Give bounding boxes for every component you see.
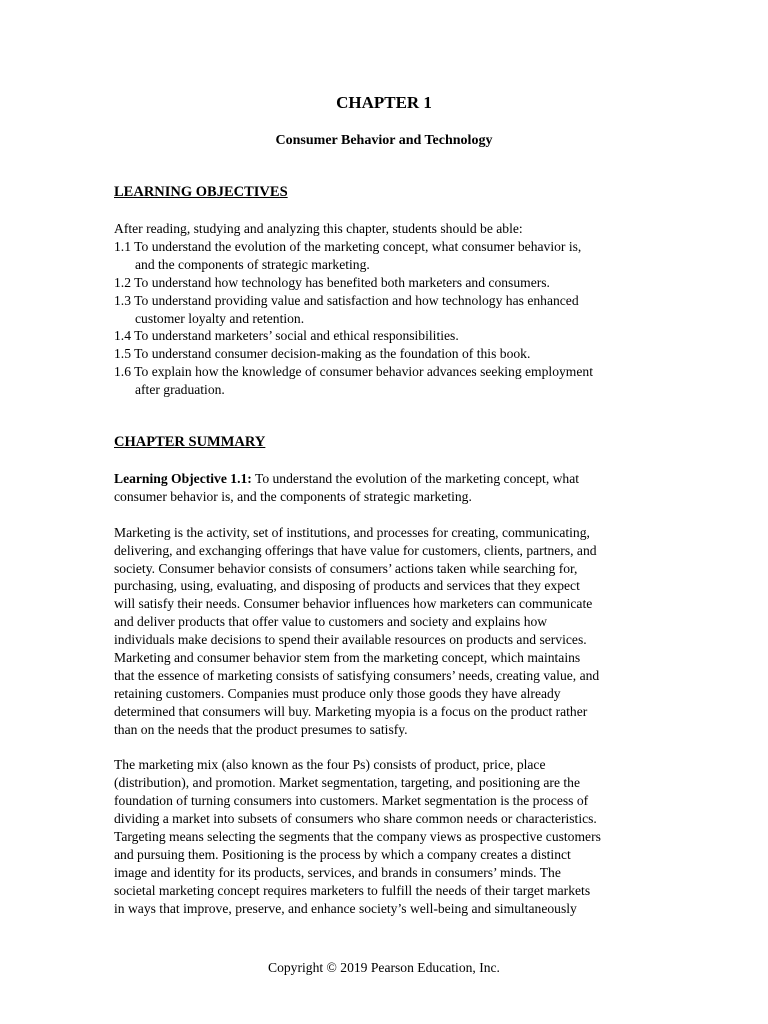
- objective-item-4: 1.4 To understand marketers’ social and ethical responsibilities.: [114, 328, 459, 344]
- paragraph-line: The marketing mix (also known as the four Ps) consists of product, price, place: [114, 757, 546, 773]
- paragraph-line: Targeting means selecting the segments that the company views as prospective customers: [114, 829, 601, 845]
- objective-item-2: 1.2 To understand how technology has benefited both marketers and consumers.: [114, 274, 550, 290]
- paragraph-line: Marketing and consumer behavior stem from the marketing concept, which maintains: [114, 650, 581, 666]
- objective-item-5: 1.5 To understand consumer decision-making as the foundation of this book.: [114, 346, 531, 362]
- objectives-intro: After reading, studying and analyzing this chapter, students should be able:: [114, 221, 523, 236]
- learning-objectives-list: [114, 220, 659, 399]
- chapter-summary-heading: CHAPTER SUMMARY: [114, 434, 266, 450]
- objective-item-1: 1.1 To understand the evolution of the marketing concept, what consumer behavior is,: [114, 238, 582, 254]
- paragraph-line: determined that consumers will buy. Marketing myopia is a focus on the product rather: [114, 703, 588, 719]
- learning-objective-1-1: [114, 470, 659, 488]
- paragraph-line: in ways that improve, preserve, and enhance society’s well-being and simultaneously: [114, 900, 577, 916]
- paragraph-line: that the essence of marketing consists of satisfying consumers’ needs, creating value, and: [114, 667, 600, 683]
- paragraph-line: individuals make decisions to spend their available resources on products and services.: [114, 632, 587, 648]
- paragraph-line: image and identity for its products, services, and brands in consumers’ minds. The: [114, 864, 561, 880]
- paragraph-line: foundation of turning consumers into customers. Market segmentation is the process of: [114, 793, 589, 809]
- objective-item-1-cont: and the components of strategic marketing.: [135, 256, 370, 272]
- paragraph-line: will satisfy their needs. Consumer behavior influences how marketers can communicate: [114, 596, 593, 612]
- paragraph-gap: [114, 739, 659, 757]
- paragraph-line: dividing a market into subsets of consumers who share common needs or characteristics.: [114, 811, 597, 827]
- copyright-footer: Copyright © 2019 Pearson Education, Inc.: [268, 960, 500, 975]
- learning-objective-text: To understand the evolution of the marketing concept, what: [251, 471, 580, 486]
- paragraph-line: retaining customers. Companies must produce only those goods they have already: [114, 685, 561, 701]
- paragraph-line: purchasing, using, evaluating, and disposing of products and services that they expect: [114, 578, 580, 594]
- objective-item-6: 1.6 To explain how the knowledge of consumer behavior advances seeking employment: [114, 364, 593, 380]
- chapter-title: CHAPTER 1: [336, 93, 432, 112]
- learning-objectives-heading: LEARNING OBJECTIVES: [114, 184, 288, 200]
- objective-item-3-cont: customer loyalty and retention.: [135, 310, 305, 326]
- chapter-subtitle: Consumer Behavior and Technology: [275, 133, 493, 148]
- paragraph-line: society. Consumer behavior consists of consumers’ actions taken while searching for,: [114, 560, 578, 576]
- summary-paragraph-1: [114, 524, 659, 739]
- paragraph-line: (distribution), and promotion. Market segmentation, targeting, and positioning are the: [114, 775, 580, 791]
- paragraph-line: and deliver products that offer value to customers and society and explains how: [114, 614, 548, 630]
- learning-objective-text-cont: consumer behavior is, and the components of strategic marketing.: [114, 488, 472, 504]
- objective-item-6-cont: after graduation.: [135, 382, 225, 398]
- paragraph-line: than on the needs that the product presumes to satisfy.: [114, 721, 408, 737]
- summary-paragraph-2: [114, 756, 659, 917]
- paragraph-gap: [114, 506, 659, 524]
- chapter-summary-body: [114, 470, 659, 918]
- objective-item-3: 1.3 To understand providing value and satisfaction and how technology has enhanced: [114, 292, 579, 308]
- paragraph-line: and pursuing them. Positioning is the process by which a company creates a distinct: [114, 847, 571, 862]
- paragraph-line: societal marketing concept requires marketers to fulfill the needs of their target markets: [114, 882, 591, 898]
- paragraph-line: delivering, and exchanging offerings that have value for customers, clients, partners, and: [114, 542, 597, 558]
- learning-objective-label: Learning Objective 1.1:: [114, 471, 252, 486]
- paragraph-line: Marketing is the activity, set of institutions, and processes for creating, communicating,: [114, 524, 590, 540]
